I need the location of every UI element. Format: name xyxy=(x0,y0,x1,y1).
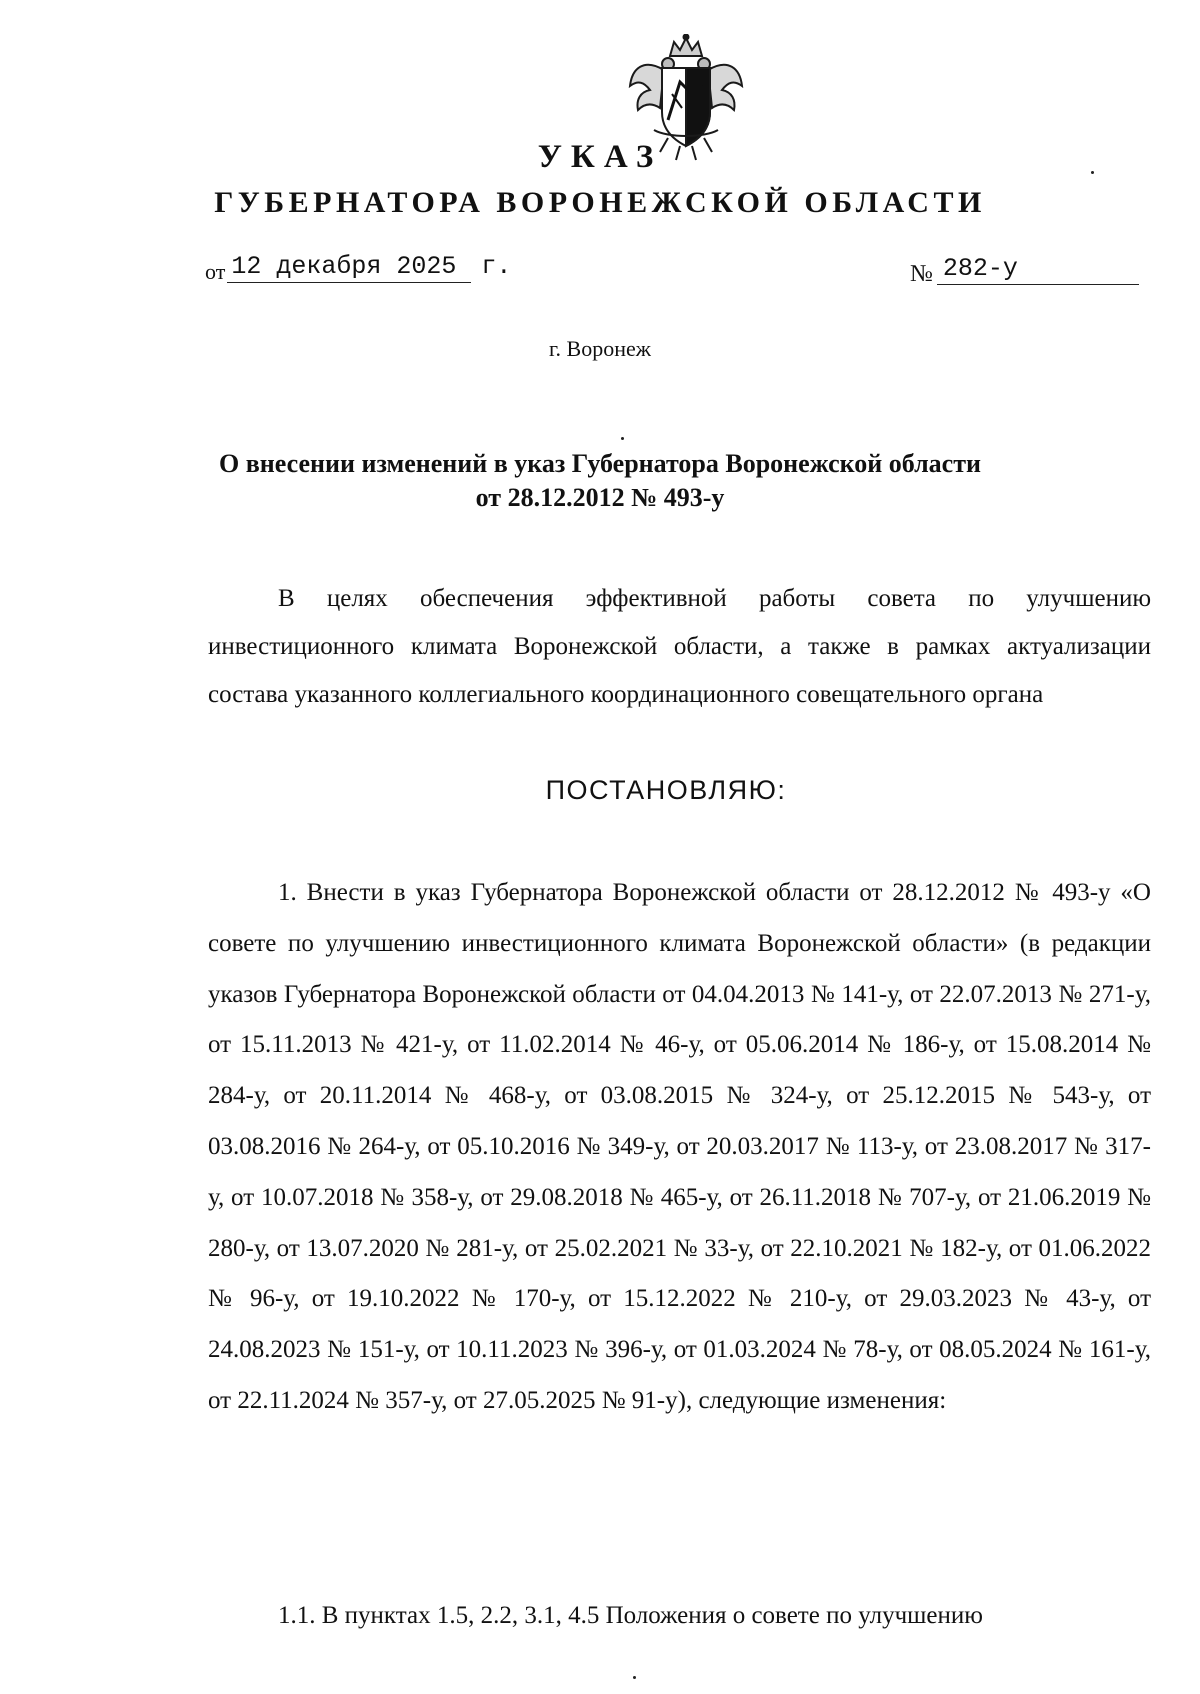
document-subject xyxy=(0,447,1200,515)
scan-speck xyxy=(1091,171,1094,174)
decree-word: ПОСТАНОВЛЯЮ: xyxy=(545,775,787,805)
document-date xyxy=(205,252,511,285)
date-value: 12 декабря 2025 xyxy=(227,252,471,283)
document-city: г. Воронеж xyxy=(549,336,651,361)
subject-line-1: О внесении изменений в указ Губернатора Воронежской области xyxy=(219,449,981,478)
clause-1-paragraph: 1. Внести в указ Губернатора Воронежской области от 28.12.2012 № 493-у «О совете по улучшению инвестиционного климата Воронежской области» (в редакции указов Губернатора Воронежской области от 04.04.2013 № 141-у, от 22.07.2013 № 271-у, от 15.11.2013 № 421-у, от 11.02.2014 № 46-у, от 05.06.2014 № 186-у, от 15.08.2014 № 284-у, от 20.11.2014 № 468-у, от 03.08.2015 № 324-у, от 25.12.2015 № 543-у, от 03.08.2016 № 264-у, от 05.10.2016 № 349-у, от 20.03.2017 № 113-у, от 23.08.2017 № 317-у, от 10.07.2018 № 358-у, от 29.08.2018 № 465-у, от 26.11.2018 № 707-у, от 21.06.2019 № 280-у, от 13.07.2020 № 281-у, от 25.02.2021 № 33-у, от 22.10.2021 № 182-у, от 01.06.2022 № 96-у, от 19.10.2022 № 170-у, от 15.12.2022 № 210-у, от 29.03.2023 № 43-у, от 24.08.2023 № 151-у, от 10.11.2023 № 396-у, от 01.03.2024 № 78-у, от 08.05.2024 № 161-у, от 22.11.2024 № 357-у, от 27.05.2025 № 91-у), следующие изменения: xyxy=(208,879,1151,1414)
number-value: 282-у xyxy=(937,254,1139,285)
scan-speck xyxy=(633,1676,636,1679)
clause-1-1-paragraph: 1.1. В пунктах 1.5, 2.2, 3.1, 4.5 Положения о совете по улучшению xyxy=(278,1602,983,1629)
preamble-paragraph: В целях обеспечения эффективной работы совета по улучшению инвестиционного климата Воронежской области, а также в рамках актуализации состава указанного коллегиального координационного совещательного органа xyxy=(208,585,1151,708)
document-number xyxy=(910,254,1139,288)
document-title: УКАЗ xyxy=(537,139,663,175)
document-subtitle: ГУБЕРНАТОРА ВОРОНЕЖСКОЙ ОБЛАСТИ xyxy=(214,186,986,219)
scan-speck xyxy=(621,437,624,440)
subject-line-2: от 28.12.2012 № 493-у xyxy=(475,483,725,512)
number-prefix: № xyxy=(910,261,933,287)
date-prefix: от xyxy=(205,259,226,284)
date-suffix: г. xyxy=(481,252,512,281)
